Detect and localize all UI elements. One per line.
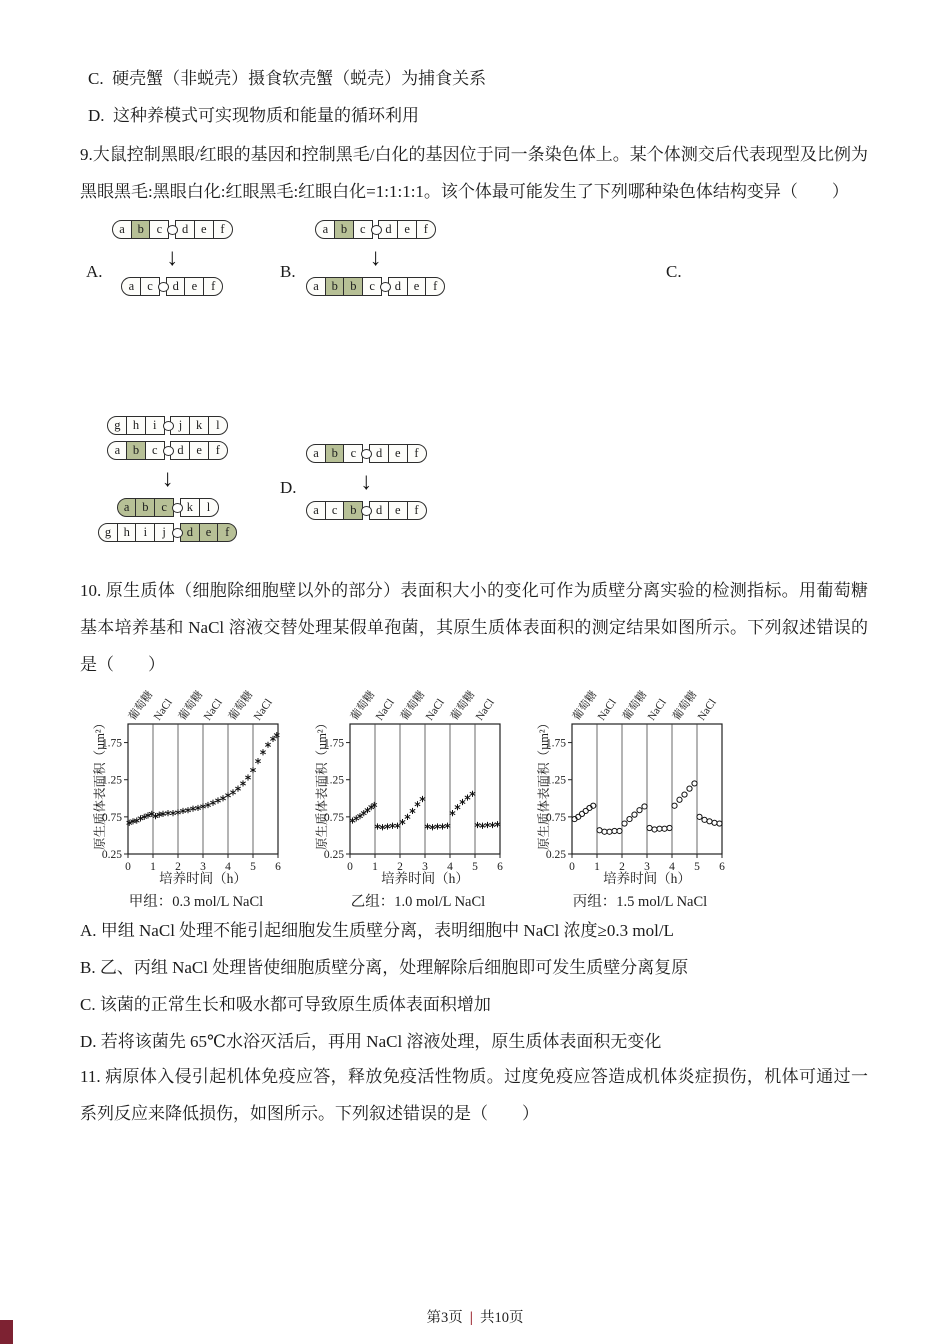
chromosome-band: b — [126, 441, 146, 460]
chromosome — [98, 523, 237, 542]
chromosome-band: a — [117, 498, 137, 517]
chromosome-band: c — [325, 501, 345, 520]
chart-jia-canvas — [86, 674, 306, 888]
centromere-icon — [163, 446, 174, 456]
chromosome — [306, 444, 427, 463]
q10-charts-row — [86, 674, 750, 911]
svg-text:NaCl: NaCl — [423, 696, 447, 723]
q8-option-d — [88, 97, 419, 134]
chromosome-band: f — [425, 277, 445, 296]
down-arrow-icon: ↓ — [166, 245, 179, 271]
chromosome-band: h — [126, 416, 146, 435]
chromosome — [107, 441, 228, 460]
chromosome-band: e — [194, 220, 214, 239]
chart-plot — [86, 674, 306, 888]
down-arrow-icon: ↓ — [369, 245, 382, 271]
chart-yi-caption: 乙组：1.0 mol/L NaCl — [350, 894, 486, 910]
svg-text:NaCl: NaCl — [251, 696, 275, 723]
svg-text:0.25: 0.25 — [323, 849, 344, 861]
q10-option-d-text: 若将该菌先 65℃水浴灭活后，再用 NaCl 溶液处理，原生质体表面积无变化 — [100, 1032, 662, 1051]
svg-text:1.75: 1.75 — [545, 737, 566, 750]
svg-text:2: 2 — [619, 861, 625, 873]
q8-option-d-text: 这种养模式可实现物质和能量的循环利用 — [113, 106, 420, 125]
chromosome-band: b — [135, 498, 155, 517]
question-11-text: 11. 病原体入侵引起机体免疫应答，释放免疫活性物质。过度免疫应答造成机体炎症损伤，机体可通过一系列反应来降低损伤，如图所示。下列叙述错误的是（ ） — [80, 1067, 868, 1123]
chromosome-band: e — [397, 220, 417, 239]
q9-option-c-diagram — [98, 416, 237, 542]
chromosome-band: j — [170, 416, 190, 435]
svg-text:4: 4 — [225, 861, 231, 873]
chart-bing-ylabel: 原生质体表面积（µm²） — [537, 716, 551, 850]
svg-text:1: 1 — [372, 861, 378, 873]
q10-options — [80, 912, 688, 1060]
q9-option-a-label: A. — [86, 262, 103, 281]
question-9-text: 9.大鼠控制黑眼/红眼的基因和控制黑毛/白化的基因位于同一条染色体上。某个体测交后代表现型及比例为黑眼黑毛:黑眼白化:红眼黑毛:红眼白化=1:1:1:1。该个体最可能发生了下列哪种染色体结构变异（ ） — [80, 145, 868, 201]
svg-text:1.25: 1.25 — [545, 774, 566, 787]
q8-option-d-label: D. — [88, 106, 105, 125]
chromosome-band: d — [170, 441, 190, 460]
q10-option-a-label: A. — [80, 921, 97, 940]
chromosome-band: a — [121, 277, 141, 296]
chromosome-band: b — [325, 444, 345, 463]
chromosome-band: f — [416, 220, 436, 239]
chromosome-band: c — [343, 444, 363, 463]
down-arrow-icon: ↓ — [161, 466, 174, 492]
chromosome-band: d — [378, 220, 398, 239]
svg-text:NaCl: NaCl — [645, 696, 669, 723]
chromosome-band: f — [217, 523, 237, 542]
chart-bing-caption: 丙组：1.5 mol/L NaCl — [572, 894, 708, 910]
q9-option-c-label: C. — [666, 262, 682, 281]
chart-plot — [530, 674, 750, 888]
svg-text:0.75: 0.75 — [101, 811, 122, 824]
svg-text:4: 4 — [669, 861, 675, 873]
svg-text:6: 6 — [275, 861, 281, 873]
svg-text:3: 3 — [422, 861, 428, 873]
chromosome-band: f — [213, 220, 233, 239]
chromosome-band: e — [388, 444, 408, 463]
q10-option-b-label: B. — [80, 958, 96, 977]
svg-text:0.25: 0.25 — [101, 849, 122, 861]
chromosome-band: c — [145, 441, 165, 460]
chromosome-band: c — [353, 220, 373, 239]
chromosome-band: b — [343, 277, 363, 296]
chromosome-band: b — [131, 220, 151, 239]
chart-bing-canvas — [530, 674, 750, 888]
centromere-icon — [158, 282, 169, 292]
q10-option-c-label: C. — [80, 995, 96, 1014]
chart-plot — [308, 674, 528, 888]
centromere-icon — [172, 503, 183, 513]
chromosome-band: g — [98, 523, 118, 542]
svg-text:1.25: 1.25 — [323, 774, 344, 787]
chromosome-band: e — [407, 277, 427, 296]
svg-text:6: 6 — [719, 861, 725, 873]
chromosome-band: e — [189, 441, 209, 460]
page-corner-mark — [0, 1320, 13, 1344]
centromere-icon — [380, 282, 391, 292]
svg-text:0.75: 0.75 — [323, 811, 344, 824]
centromere-icon — [361, 449, 372, 459]
chromosome-band: i — [145, 416, 165, 435]
q10-option-c — [80, 986, 688, 1023]
chromosome-band: b — [334, 220, 354, 239]
down-arrow-icon: ↓ — [360, 469, 373, 495]
svg-text:葡萄糖: 葡萄糖 — [620, 688, 650, 723]
q8-option-c — [88, 60, 486, 97]
chromosome — [117, 498, 219, 517]
q9-option-d-diagram — [306, 444, 427, 520]
chromosome-band: f — [203, 277, 223, 296]
chromosome-band: a — [112, 220, 132, 239]
page-footer — [0, 1306, 950, 1327]
chromosome-band: g — [107, 416, 127, 435]
chromosome-band: f — [407, 501, 427, 520]
svg-text:0.25: 0.25 — [545, 849, 566, 861]
chromosome-band: e — [388, 501, 408, 520]
centromere-icon — [371, 225, 382, 235]
centromere-icon — [163, 421, 174, 431]
svg-text:6: 6 — [497, 861, 503, 873]
chromosome-band: d — [369, 501, 389, 520]
chart-jia-ylabel: 原生质体表面积（µm²） — [93, 716, 107, 850]
footer-separator: | — [469, 1310, 473, 1326]
svg-text:3: 3 — [644, 861, 650, 873]
q9-option-a-diagram — [112, 220, 233, 296]
svg-text:3: 3 — [200, 861, 206, 873]
chromosome-band: k — [180, 498, 200, 517]
chromosome-band: d — [175, 220, 195, 239]
svg-text:葡萄糖: 葡萄糖 — [670, 688, 700, 723]
svg-text:5: 5 — [472, 861, 478, 873]
chromosome-band: d — [180, 523, 200, 542]
chromosome-band: l — [208, 416, 228, 435]
svg-text:1.75: 1.75 — [323, 737, 344, 750]
svg-text:0: 0 — [347, 861, 353, 873]
centromere-icon — [167, 225, 178, 235]
chart-yi-canvas — [308, 674, 528, 888]
q10-option-a — [80, 912, 688, 949]
svg-text:2: 2 — [175, 861, 181, 873]
q9-option-b-label: B. — [280, 262, 296, 281]
chart-group-yi — [308, 674, 528, 911]
svg-text:0: 0 — [569, 861, 575, 873]
svg-text:NaCl: NaCl — [595, 696, 619, 723]
chart-jia-caption: 甲组：0.3 mol/L NaCl — [128, 894, 264, 910]
chromosome-band: a — [306, 277, 326, 296]
chromosome-band: c — [362, 277, 382, 296]
svg-text:5: 5 — [250, 861, 256, 873]
svg-text:NaCl: NaCl — [373, 696, 397, 723]
chromosome-band: a — [306, 444, 326, 463]
chromosome — [315, 220, 436, 239]
svg-text:葡萄糖: 葡萄糖 — [398, 688, 428, 723]
chromosome-band: b — [325, 277, 345, 296]
svg-text:培养时间（h）: 培养时间（h） — [603, 871, 691, 886]
q9-option-d-label: D. — [280, 478, 297, 497]
q9-option-b-diagram — [306, 220, 445, 296]
chromosome-band: i — [135, 523, 155, 542]
chromosome-band: l — [199, 498, 219, 517]
q8-option-c-text: 硬壳蟹（非蜕壳）摄食软壳蟹（蜕壳）为捕食关系 — [112, 69, 487, 88]
svg-text:培养时间（h）: 培养时间（h） — [381, 871, 469, 886]
chromosome-band: b — [343, 501, 363, 520]
q10-option-d-label: D. — [80, 1032, 97, 1051]
chromosome-band: c — [154, 498, 174, 517]
svg-text:4: 4 — [447, 861, 453, 873]
svg-text:葡萄糖: 葡萄糖 — [448, 688, 478, 723]
chart-group-bing — [530, 674, 750, 911]
centromere-icon — [172, 528, 183, 538]
svg-text:葡萄糖: 葡萄糖 — [126, 688, 156, 723]
svg-text:0: 0 — [125, 861, 131, 873]
chromosome-band: h — [117, 523, 137, 542]
chromosome-band: j — [154, 523, 174, 542]
chromosome-band: c — [149, 220, 169, 239]
svg-text:1: 1 — [150, 861, 156, 873]
q10-option-d — [80, 1023, 688, 1060]
svg-text:1: 1 — [594, 861, 600, 873]
svg-text:1.75: 1.75 — [101, 737, 122, 750]
svg-text:NaCl: NaCl — [473, 696, 497, 723]
svg-text:培养时间（h）: 培养时间（h） — [159, 871, 247, 886]
chromosome-band: f — [407, 444, 427, 463]
svg-text:5: 5 — [694, 861, 700, 873]
svg-text:NaCl: NaCl — [695, 696, 719, 723]
centromere-icon — [361, 506, 372, 516]
q8-option-c-label: C. — [88, 69, 104, 88]
chromosome-band: d — [388, 277, 408, 296]
chromosome-band: d — [369, 444, 389, 463]
chromosome — [112, 220, 233, 239]
svg-text:葡萄糖: 葡萄糖 — [226, 688, 256, 723]
chromosome-band: e — [199, 523, 219, 542]
chromosome-band: a — [107, 441, 127, 460]
q10-option-c-text: 该菌的正常生长和吸水都可导致原生质体表面积增加 — [99, 995, 491, 1014]
question-10-text: 10. 原生质体（细胞除细胞壁以外的部分）表面积大小的变化可作为质壁分离实验的检测指标。用葡萄糖基本培养基和 NaCl 溶液交替处理某假单孢菌，其原生质体表面积的测定结果如图所示。下列叙述错误的是（ ） — [80, 581, 868, 674]
svg-text:葡萄糖: 葡萄糖 — [176, 688, 206, 723]
chromosome-band: d — [166, 277, 186, 296]
q10-option-b-text: 乙、丙组 NaCl 处理皆使细胞质壁分离，处理解除后细胞即可发生质壁分离复原 — [99, 958, 689, 977]
footer-total-pages: 共10页 — [479, 1310, 524, 1326]
chromosome — [107, 416, 228, 435]
chromosome-band: e — [184, 277, 204, 296]
svg-text:0.75: 0.75 — [545, 811, 566, 824]
svg-text:2: 2 — [397, 861, 403, 873]
footer-page-number: 第3页 — [426, 1310, 463, 1326]
chart-yi-ylabel: 原生质体表面积（µm²） — [315, 716, 329, 850]
chromosome — [306, 501, 427, 520]
q10-option-a-text: 甲组 NaCl 处理不能引起细胞发生质壁分离，表明细胞中 NaCl 浓度≥0.3 mol/L — [100, 921, 674, 940]
svg-text:1.25: 1.25 — [101, 774, 122, 787]
svg-text:NaCl: NaCl — [151, 696, 175, 723]
chromosome-band: f — [208, 441, 228, 460]
chromosome-band: c — [140, 277, 160, 296]
svg-text:葡萄糖: 葡萄糖 — [570, 688, 600, 723]
chromosome — [306, 277, 445, 296]
chart-group-jia — [86, 674, 306, 911]
chromosome — [121, 277, 223, 296]
chromosome-band: a — [315, 220, 335, 239]
chromosome-band: a — [306, 501, 326, 520]
q10-option-b — [80, 949, 688, 986]
svg-text:葡萄糖: 葡萄糖 — [348, 688, 378, 723]
svg-text:NaCl: NaCl — [201, 696, 225, 723]
chromosome-band: k — [189, 416, 209, 435]
